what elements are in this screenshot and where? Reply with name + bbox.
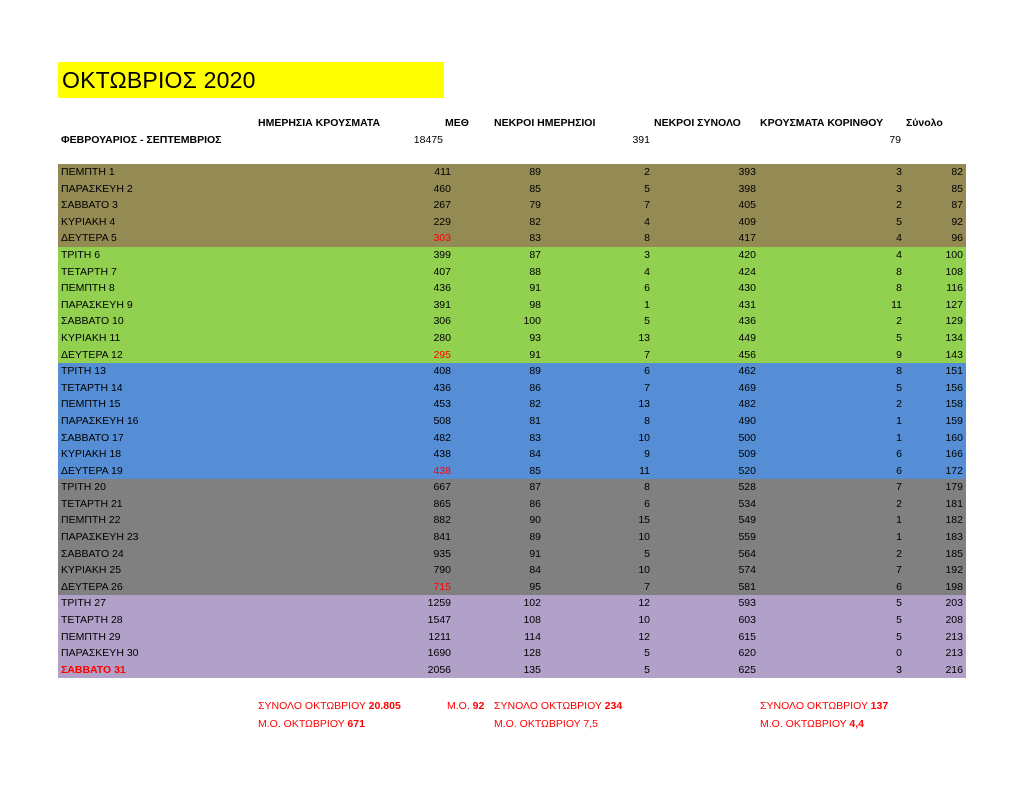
header-corinth-cases: ΚΡΟΥΣΜΑΤΑ ΚΟΡΙΝΘΟΥ	[760, 117, 884, 129]
cases-cell: 399	[433, 248, 451, 261]
icu-cell: 100	[523, 315, 541, 328]
day-cell: ΠΑΡΑΣΚΕΥΗ 23	[61, 531, 139, 544]
total-deaths-cell: 462	[738, 365, 756, 378]
table-row	[58, 396, 966, 413]
sum-cell: 181	[945, 497, 963, 510]
icu-cell: 87	[529, 481, 541, 494]
sum-cell: 185	[945, 547, 963, 560]
icu-cell: 84	[529, 564, 541, 577]
feb-sep-label: ΦΕΒΡΟΥΑΡΙΟΣ - ΣΕΠΤΕΜΒΡΙΟΣ	[61, 134, 222, 146]
cases-cell: 1259	[427, 597, 451, 610]
corinth-cell: 4	[896, 248, 902, 261]
corinth-cell: 4	[896, 232, 902, 245]
cases-cell: 295	[433, 348, 451, 361]
sum-cell: 134	[945, 331, 963, 344]
total-deaths-cell: 603	[738, 614, 756, 627]
table-row	[58, 629, 966, 646]
table-row	[58, 562, 966, 579]
total-deaths-cell: 420	[738, 248, 756, 261]
feb-sep-deaths: 391	[632, 134, 650, 146]
table-row	[58, 197, 966, 214]
daily-deaths-cell: 6	[644, 282, 650, 295]
daily-deaths-cell: 1	[644, 298, 650, 311]
sum-cell: 87	[951, 199, 963, 212]
cases-cell: 438	[433, 464, 451, 477]
feb-sep-corinth: 79	[889, 134, 901, 146]
daily-deaths-cell: 11	[639, 464, 650, 477]
corinth-cell: 5	[896, 331, 902, 344]
cases-cell: 882	[433, 514, 451, 527]
daily-deaths-cell: 5	[644, 547, 650, 560]
icu-cell: 102	[523, 597, 541, 610]
icu-cell: 86	[529, 497, 541, 510]
icu-cell: 93	[529, 331, 541, 344]
table-row	[58, 230, 966, 247]
table-row	[58, 662, 966, 679]
header-icu: ΜΕΘ	[445, 117, 469, 129]
day-cell: ΣΑΒΒΑΤΟ 3	[61, 199, 118, 212]
table-row	[58, 446, 966, 463]
day-cell: ΤΡΙΤΗ 13	[61, 365, 106, 378]
sum-cell: 166	[945, 448, 963, 461]
cases-cell: 460	[433, 182, 451, 195]
icu-cell: 91	[529, 348, 541, 361]
day-cell: ΚΥΡΙΑΚΗ 11	[61, 331, 121, 344]
icu-cell: 82	[529, 215, 541, 228]
cases-cell: 935	[433, 547, 451, 560]
title-banner	[58, 62, 444, 98]
corinth-cell: 5	[896, 597, 902, 610]
total-deaths-cell: 509	[738, 448, 756, 461]
day-cell: ΠΕΜΠΤΗ 1	[61, 166, 115, 178]
icu-cell: 90	[529, 514, 541, 527]
table-row	[58, 612, 966, 629]
daily-deaths-cell: 4	[644, 265, 650, 278]
day-cell: ΔΕΥΤΕΡΑ 26	[61, 580, 123, 593]
total-deaths-cell: 520	[738, 464, 756, 477]
sum-cell: 127	[945, 298, 963, 311]
cases-cell: 436	[433, 381, 451, 394]
total-deaths-cell: 574	[738, 564, 756, 577]
sum-cell: 143	[945, 348, 963, 361]
day-cell: ΠΕΜΠΤΗ 22	[61, 514, 121, 527]
sum-cell: 208	[945, 614, 963, 627]
header-total-deaths: ΝΕΚΡΟΙ ΣΥΝΟΛΟ	[654, 117, 741, 129]
total-deaths-cell: 528	[738, 481, 756, 494]
total-deaths-cell: 564	[738, 547, 756, 560]
daily-deaths-cell: 10	[638, 614, 650, 627]
sum-cell: 198	[945, 580, 963, 593]
day-cell: ΣΑΒΒΑΤΟ 24	[61, 547, 124, 560]
corinth-cell: 1	[896, 431, 902, 444]
cases-cell: 482	[433, 431, 451, 444]
icu-cell: 95	[529, 580, 541, 593]
cases-cell: 303	[433, 232, 451, 245]
table-row	[58, 413, 966, 430]
sum-cell: 151	[945, 365, 963, 378]
footer-avg-deaths: Μ.Ο. ΟΚΤΩΒΡΙΟΥ 7,5	[494, 718, 598, 730]
sum-cell: 116	[946, 282, 963, 295]
table-row	[58, 330, 966, 347]
table-row	[58, 247, 966, 264]
day-cell: ΤΕΤΑΡΤΗ 28	[61, 614, 123, 627]
cases-cell: 1690	[427, 647, 451, 660]
daily-deaths-cell: 8	[644, 481, 650, 494]
cases-cell: 841	[433, 531, 451, 544]
sum-cell: 216	[945, 663, 963, 676]
total-deaths-cell: 593	[738, 597, 756, 610]
table-row	[58, 529, 966, 546]
icu-cell: 82	[529, 398, 541, 411]
table-row	[58, 181, 966, 198]
table-row	[58, 579, 966, 596]
day-cell: ΣΑΒΒΑΤΟ 10	[61, 315, 124, 328]
table-row	[58, 496, 966, 513]
cases-cell: 508	[433, 414, 451, 427]
table-row	[58, 363, 966, 380]
corinth-cell: 11	[891, 298, 902, 311]
corinth-cell: 2	[896, 199, 902, 212]
icu-cell: 81	[529, 414, 541, 427]
total-deaths-cell: 534	[738, 497, 756, 510]
daily-deaths-cell: 2	[644, 166, 650, 178]
icu-cell: 89	[529, 531, 541, 544]
day-cell: ΔΕΥΤΕΡΑ 12	[61, 348, 123, 361]
cases-cell: 453	[433, 398, 451, 411]
day-cell: ΤΕΤΑΡΤΗ 7	[61, 265, 117, 278]
daily-deaths-cell: 7	[644, 199, 650, 212]
day-cell: ΤΕΤΑΡΤΗ 14	[61, 381, 123, 394]
cases-cell: 411	[434, 166, 451, 178]
table-row	[58, 595, 966, 612]
total-deaths-cell: 430	[738, 282, 756, 295]
total-deaths-cell: 625	[738, 663, 756, 676]
corinth-cell: 1	[896, 514, 902, 527]
icu-cell: 85	[529, 464, 541, 477]
sum-cell: 108	[945, 265, 963, 278]
sum-cell: 160	[945, 431, 963, 444]
cases-cell: 306	[433, 315, 451, 328]
daily-deaths-cell: 10	[638, 564, 650, 577]
total-deaths-cell: 456	[738, 348, 756, 361]
day-cell: ΔΕΥΤΕΡΑ 19	[61, 464, 123, 477]
sum-cell: 213	[945, 630, 963, 643]
cases-cell: 391	[433, 298, 451, 311]
cases-cell: 2056	[427, 663, 451, 676]
total-deaths-cell: 409	[738, 215, 756, 228]
daily-table	[58, 164, 966, 678]
day-cell: ΚΥΡΙΑΚΗ 25	[61, 564, 122, 577]
corinth-cell: 6	[896, 448, 902, 461]
icu-cell: 88	[529, 265, 541, 278]
total-deaths-cell: 393	[738, 166, 756, 178]
day-cell: ΤΕΤΑΡΤΗ 21	[61, 497, 123, 510]
daily-deaths-cell: 5	[644, 647, 650, 660]
sum-cell: 192	[945, 564, 963, 577]
total-deaths-cell: 490	[738, 414, 756, 427]
daily-deaths-cell: 7	[644, 348, 650, 361]
corinth-cell: 7	[896, 481, 902, 494]
corinth-cell: 6	[896, 464, 902, 477]
total-deaths-cell: 615	[738, 630, 756, 643]
day-cell: ΠΕΜΠΤΗ 29	[61, 630, 121, 643]
day-cell: ΚΥΡΙΑΚΗ 4	[61, 215, 116, 228]
table-row	[58, 512, 966, 529]
cases-cell: 715	[433, 580, 451, 593]
total-deaths-cell: 620	[738, 647, 756, 660]
corinth-cell: 3	[896, 663, 902, 676]
corinth-cell: 2	[896, 547, 902, 560]
corinth-cell: 5	[896, 614, 902, 627]
day-cell: ΠΕΜΠΤΗ 8	[61, 282, 115, 295]
footer-icu-avg: Μ.Ο. 92	[447, 700, 485, 712]
icu-cell: 114	[524, 630, 541, 643]
day-cell: ΣΑΒΒΑΤΟ 31	[61, 663, 126, 676]
corinth-cell: 8	[896, 365, 902, 378]
sum-cell: 179	[945, 481, 963, 494]
icu-cell: 84	[529, 448, 541, 461]
sum-cell: 82	[951, 166, 963, 178]
day-cell: ΠΑΡΑΣΚΕΥΗ 9	[61, 298, 133, 311]
page-title: ΟΚΤΩΒΡΙΟΣ 2020	[62, 66, 256, 93]
daily-deaths-cell: 12	[638, 597, 650, 610]
corinth-cell: 8	[896, 265, 902, 278]
corinth-cell: 2	[896, 398, 902, 411]
cases-cell: 407	[433, 265, 451, 278]
daily-deaths-cell: 5	[644, 182, 650, 195]
daily-deaths-cell: 4	[644, 215, 650, 228]
sum-cell: 85	[951, 182, 963, 195]
daily-deaths-cell: 5	[644, 663, 650, 676]
day-cell: ΚΥΡΙΑΚΗ 18	[61, 448, 122, 461]
sum-cell: 129	[945, 315, 963, 328]
daily-deaths-cell: 10	[638, 431, 650, 444]
cases-cell: 408	[433, 365, 451, 378]
table-row	[58, 479, 966, 496]
total-deaths-cell: 549	[738, 514, 756, 527]
corinth-cell: 5	[896, 381, 902, 394]
daily-deaths-cell: 15	[638, 514, 650, 527]
cases-cell: 1211	[428, 630, 451, 643]
day-cell: ΠΕΜΠΤΗ 15	[61, 398, 121, 411]
header-sum: Σύνολο	[906, 117, 943, 129]
day-cell: ΤΡΙΤΗ 27	[61, 597, 106, 610]
sum-cell: 156	[945, 381, 963, 394]
corinth-cell: 6	[896, 580, 902, 593]
icu-cell: 83	[529, 232, 541, 245]
table-row	[58, 164, 966, 181]
table-row	[58, 214, 966, 231]
corinth-cell: 5	[896, 215, 902, 228]
feb-sep-cases: 18475	[413, 134, 443, 146]
corinth-cell: 3	[896, 166, 902, 178]
daily-deaths-cell: 6	[644, 497, 650, 510]
table-row	[58, 297, 966, 314]
sum-cell: 92	[951, 215, 963, 228]
daily-deaths-cell: 13	[638, 398, 650, 411]
day-cell: ΠΑΡΑΣΚΕΥΗ 2	[61, 182, 133, 195]
sum-cell: 158	[945, 398, 963, 411]
corinth-cell: 2	[896, 315, 902, 328]
daily-deaths-cell: 9	[644, 448, 650, 461]
icu-cell: 89	[529, 166, 541, 178]
daily-deaths-cell: 10	[638, 531, 650, 544]
daily-deaths-cell: 12	[638, 630, 650, 643]
day-cell: ΔΕΥΤΕΡΑ 5	[61, 232, 117, 245]
cases-cell: 865	[433, 497, 451, 510]
icu-cell: 87	[529, 248, 541, 261]
total-deaths-cell: 559	[738, 531, 756, 544]
table-row	[58, 546, 966, 563]
total-deaths-cell: 398	[738, 182, 756, 195]
sum-cell: 203	[945, 597, 963, 610]
icu-cell: 79	[529, 199, 541, 212]
table-row	[58, 264, 966, 281]
total-deaths-cell: 500	[738, 431, 756, 444]
daily-deaths-cell: 7	[644, 381, 650, 394]
table-row	[58, 347, 966, 364]
icu-cell: 98	[529, 298, 541, 311]
cases-cell: 438	[433, 448, 451, 461]
icu-cell: 91	[529, 282, 541, 295]
day-cell: ΠΑΡΑΣΚΕΥΗ 30	[61, 647, 139, 660]
total-deaths-cell: 405	[738, 199, 756, 212]
table-row	[58, 313, 966, 330]
total-deaths-cell: 431	[738, 298, 756, 311]
sum-cell: 172	[945, 464, 963, 477]
total-deaths-cell: 449	[738, 331, 756, 344]
daily-deaths-cell: 13	[638, 331, 650, 344]
total-deaths-cell: 417	[738, 232, 756, 245]
footer-total-cases: ΣΥΝΟΛΟ ΟΚΤΩΒΡΙΟΥ 20.805	[258, 700, 401, 712]
cases-cell: 1547	[427, 614, 451, 627]
total-deaths-cell: 469	[738, 381, 756, 394]
icu-cell: 135	[523, 663, 541, 676]
corinth-cell: 5	[896, 630, 902, 643]
day-cell: ΠΑΡΑΣΚΕΥΗ 16	[61, 414, 139, 427]
corinth-cell: 2	[896, 497, 902, 510]
footer-avg-cases: Μ.Ο. ΟΚΤΩΒΡΙΟΥ 671	[258, 718, 365, 730]
header-daily-deaths: ΝΕΚΡΟΙ ΗΜΕΡΗΣΙΟΙ	[494, 117, 596, 129]
day-cell: ΤΡΙΤΗ 6	[61, 248, 101, 261]
footer-avg-corinth: Μ.Ο. ΟΚΤΩΒΡΙΟΥ 4,4	[760, 718, 865, 730]
corinth-cell: 3	[896, 182, 902, 195]
corinth-cell: 1	[896, 414, 902, 427]
cases-cell: 229	[433, 215, 451, 228]
icu-cell: 86	[529, 381, 541, 394]
header-daily-cases: ΗΜΕΡΗΣΙΑ ΚΡΟΥΣΜΑΤΑ	[258, 117, 381, 129]
icu-cell: 108	[523, 614, 541, 627]
daily-deaths-cell: 6	[644, 365, 650, 378]
table-row	[58, 280, 966, 297]
icu-cell: 85	[529, 182, 541, 195]
total-deaths-cell: 424	[738, 265, 756, 278]
icu-cell: 89	[529, 365, 541, 378]
corinth-cell: 0	[896, 647, 902, 660]
daily-deaths-cell: 8	[644, 232, 650, 245]
sum-cell: 213	[945, 647, 963, 660]
corinth-cell: 8	[896, 282, 902, 295]
icu-cell: 91	[529, 547, 541, 560]
day-cell: ΣΑΒΒΑΤΟ 17	[61, 431, 124, 444]
sum-cell: 183	[945, 531, 963, 544]
cases-cell: 436	[433, 282, 451, 295]
sum-cell: 182	[945, 514, 963, 527]
corinth-cell: 1	[896, 531, 902, 544]
sum-cell: 100	[945, 248, 963, 261]
sum-cell: 159	[945, 414, 963, 427]
cases-cell: 667	[433, 481, 451, 494]
table-row	[58, 463, 966, 480]
table-row	[58, 380, 966, 397]
sum-cell: 96	[951, 232, 963, 245]
icu-cell: 83	[529, 431, 541, 444]
total-deaths-cell: 482	[738, 398, 756, 411]
corinth-cell: 7	[896, 564, 902, 577]
total-deaths-cell: 581	[738, 580, 756, 593]
cases-cell: 267	[433, 199, 451, 212]
cases-cell: 790	[433, 564, 451, 577]
footer-total-deaths: ΣΥΝΟΛΟ ΟΚΤΩΒΡΙΟΥ 234	[494, 700, 623, 712]
footer-total-corinth: ΣΥΝΟΛΟ ΟΚΤΩΒΡΙΟΥ 137	[760, 700, 889, 712]
daily-deaths-cell: 3	[644, 248, 650, 261]
daily-deaths-cell: 5	[644, 315, 650, 328]
cases-cell: 280	[433, 331, 451, 344]
table-row	[58, 430, 966, 447]
daily-deaths-cell: 7	[644, 580, 650, 593]
daily-deaths-cell: 8	[644, 414, 650, 427]
icu-cell: 128	[523, 647, 541, 660]
total-deaths-cell: 436	[738, 315, 756, 328]
corinth-cell: 9	[896, 348, 902, 361]
table-row	[58, 645, 966, 662]
day-cell: ΤΡΙΤΗ 20	[61, 481, 106, 494]
